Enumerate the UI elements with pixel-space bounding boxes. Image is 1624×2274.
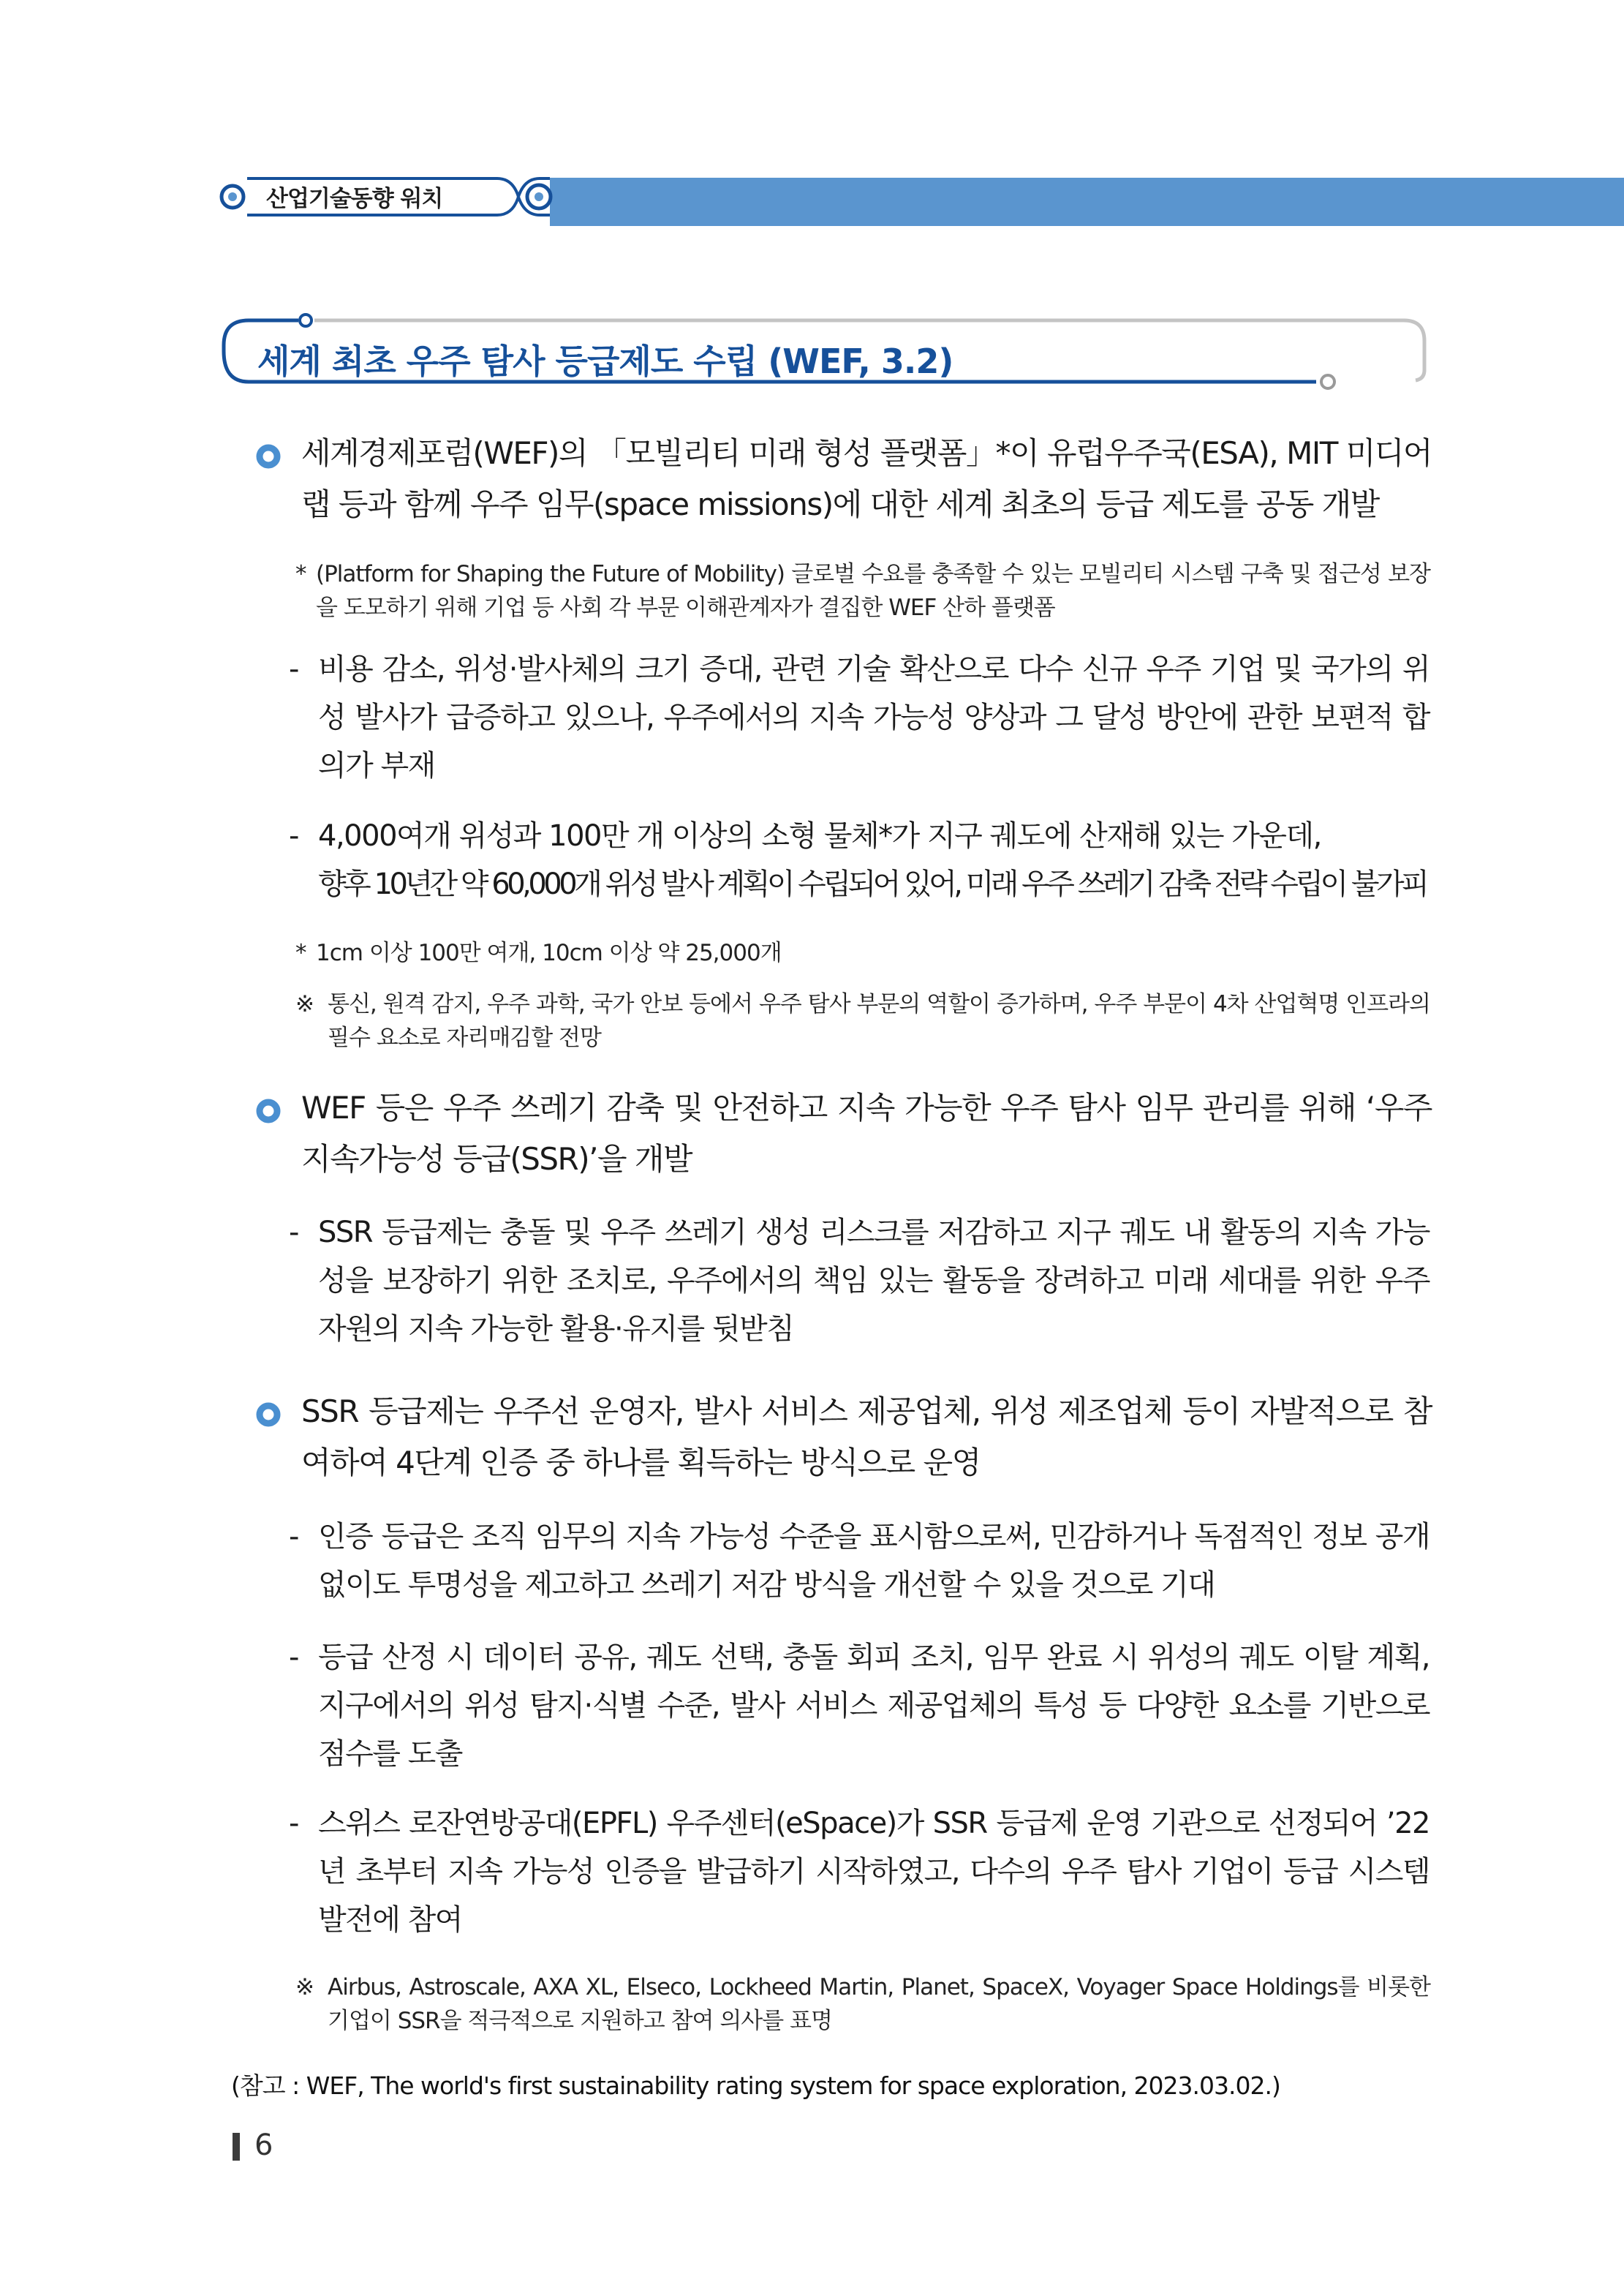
dash-text: 스위스 로잔연방공대(EPFL) 우주센터(eSpace)가 SSR 등급제 운영 기관으로 선정되어 ’22년 초부터 지속 가능성 인증을 발급하기 시작하였고, 다수의 우주 탐사 기업이 등급 시스템 발전에 참여 bbox=[318, 1807, 1430, 1937]
reference-text: Airbus, Astroscale, AXA XL, Elseco, Lockheed Martin, Planet, SpaceX, Voyager Space Holdings를 비롯한 기업이 SSR을 적극적으로 지원하고 참여 의사를 표명 bbox=[328, 1974, 1430, 2034]
dash-text: 비용 감소, 위성·발사체의 크기 증대, 관련 기술 확산으로 다수 신규 우주 기업 및 국가의 위성 발사가 급증하고 있으나, 우주에서의 지속 가능성 양상과 그 달성 방안에 관한 보편적 합의가 부재 bbox=[318, 652, 1430, 783]
dash-text: SSR 등급제는 충돌 및 우주 쓰레기 생성 리스크를 저감하고 지구 궤도 내 활동의 지속 가능성을 보장하기 위한 조치로, 우주에서의 책임 있는 활동을 장려하고 미래 세대를 위한 우주 자원의 지속 가능한 활용·유지를 뒷받침 bbox=[318, 1216, 1430, 1346]
footnote-marker: * bbox=[295, 940, 306, 966]
dash-text: 인증 등급은 조직 임무의 지속 가능성 수준을 표시함으로써, 민감하거나 독점적인 정보 공개 없이도 투명성을 제고하고 쓰레기 저감 방식을 개선할 수 있을 것으로 기대 bbox=[318, 1520, 1430, 1602]
running-header bbox=[0, 0, 1624, 241]
bullet-ring-icon bbox=[256, 1402, 281, 1427]
reference-marker: ※ bbox=[295, 991, 314, 1017]
bullet-ring-icon bbox=[256, 444, 281, 469]
dash-item bbox=[289, 645, 1430, 790]
bullet-ring-icon bbox=[256, 1099, 281, 1123]
source-citation: (참고 : WEF, The world's first sustainability rating system for space exploration, 2023.03.02.) bbox=[231, 2071, 1280, 2100]
bullet-text: WEF 등은 우주 쓰레기 감축 및 안전하고 지속 가능한 우주 탐사 임무 관리를 위해 ‘우주 지속가능성 등급(SSR)’을 개발 bbox=[301, 1090, 1432, 1177]
footnote-text: (Platform for Shaping the Future of Mobility) 글로벌 수요를 충족할 수 있는 모빌리티 시스템 구축 및 접근성 보장을 도모하기 위해 기업 등 사회 각 부문 이해관계자가 결집한 WEF 산하 플랫폼 bbox=[316, 561, 1430, 621]
page-number: 6 bbox=[254, 2128, 273, 2162]
dash-marker: - bbox=[289, 1520, 298, 1554]
reference-note bbox=[295, 1970, 1430, 2038]
dash-text: 등급 산정 시 데이터 공유, 궤도 선택, 충돌 회피 조치, 임무 완료 시 위성의 궤도 이탈 계획, 지구에서의 위성 탐지·식별 수준, 발사 서비스 제공업체의 특성 등 다양한 요소를 기반으로 점수를 도출 bbox=[318, 1641, 1430, 1771]
footnote bbox=[295, 557, 1430, 625]
header-ornament bbox=[0, 0, 1624, 241]
dash-item bbox=[289, 1208, 1430, 1353]
dash-text-line: 향후 10년간 약 60,000개 위성 발사 계획이 수립되어 있어, 미래 우주 쓰레기 감축 전략 수립이 불가피 bbox=[318, 867, 1427, 901]
footnote-text: 1cm 이상 100만 여개, 10cm 이상 약 25,000개 bbox=[316, 940, 782, 966]
bullet-item bbox=[257, 428, 1432, 530]
page-number-bar bbox=[233, 2133, 240, 2161]
bullet-text: 세계경제포럼(WEF)의 「모빌리티 미래 형성 플랫폼」*이 유럽우주국(ESA), MIT 미디어랩 등과 함께 우주 임무(space missions)에 대한 세계 최초의 등급 제도를 공동 개발 bbox=[301, 435, 1432, 522]
bullet-text: SSR 등급제는 우주선 운영자, 발사 서비스 제공업체, 위성 제조업체 등이 자발적으로 참여하여 4단계 인증 중 하나를 획득하는 방식으로 운영 bbox=[301, 1393, 1432, 1480]
footnote-marker: * bbox=[295, 561, 306, 587]
dash-item bbox=[289, 1633, 1430, 1778]
page-title: 세계 최초 우주 탐사 등급제도 수립 (WEF, 3.2) bbox=[257, 342, 953, 381]
dash-item bbox=[289, 812, 1430, 908]
bullet-item bbox=[257, 1083, 1432, 1185]
dash-marker: - bbox=[289, 1641, 298, 1674]
dash-item bbox=[289, 1513, 1430, 1609]
footnote bbox=[295, 936, 1430, 970]
dash-marker: - bbox=[289, 1807, 298, 1840]
dash-item bbox=[289, 1799, 1430, 1944]
dash-text-line: 4,000여개 위성과 100만 개 이상의 소형 물체*가 지구 궤도에 산재해 있는 가운데, bbox=[318, 819, 1321, 853]
dash-marker: - bbox=[289, 1216, 298, 1249]
reference-marker: ※ bbox=[295, 1974, 314, 2000]
dash-marker: - bbox=[289, 652, 298, 686]
section-label: 산업기술동향 워치 bbox=[266, 186, 443, 212]
reference-text: 통신, 원격 감지, 우주 과학, 국가 안보 등에서 우주 탐사 부문의 역할이 증가하며, 우주 부문이 4차 산업혁명 인프라의 필수 요소로 자리매김할 전망 bbox=[328, 991, 1430, 1051]
reference-note bbox=[295, 987, 1430, 1055]
dash-marker: - bbox=[289, 819, 298, 853]
bullet-item bbox=[257, 1386, 1432, 1488]
